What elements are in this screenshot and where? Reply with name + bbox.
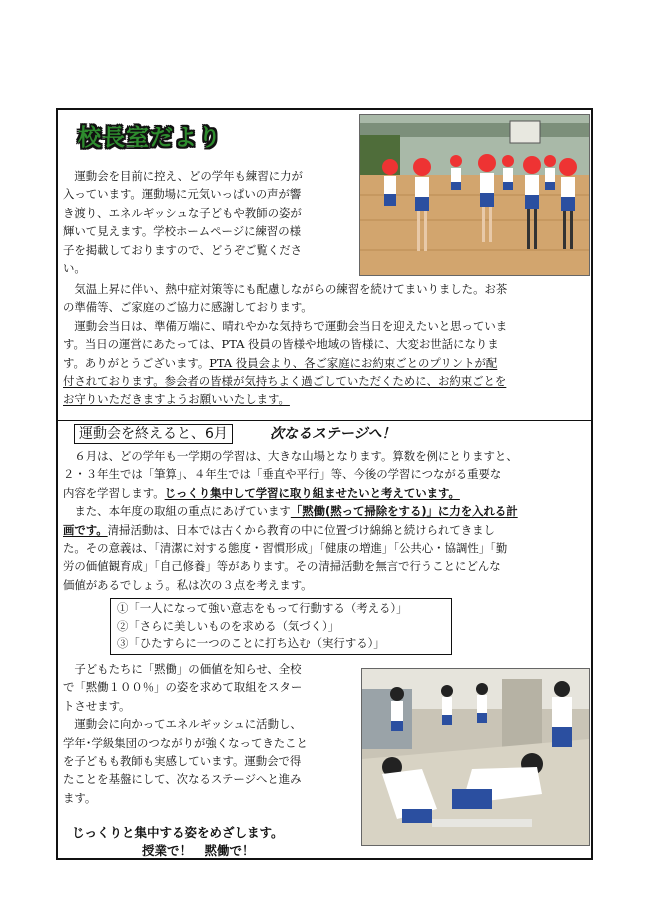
body-line: 運動会当日は、準備万端に、晴れやかな気持ちで運動会当日を迎えたいと思っていま xyxy=(63,318,508,333)
body-text: す。ありがとうございます。 xyxy=(63,355,210,370)
section-paragraph-1 xyxy=(63,447,587,594)
body-line xyxy=(63,354,587,372)
body-line: ます。 xyxy=(63,790,97,805)
section-divider xyxy=(58,420,591,421)
body-text: 内容を学習します。 xyxy=(63,485,165,500)
body-line: 労の価値観育成」「自己修養」等があります。その清掃活動を無言で行うことにどんな xyxy=(63,559,501,574)
closing-line-2: 授業で！ 黙働で！ xyxy=(142,843,255,858)
body-line: で「黙働１００％」の姿を求めて取組をスター xyxy=(63,680,303,695)
body-line: す。当日の運営にあたっては、PTA 役員の皆様や地域の皆様に、大変お世話になりま xyxy=(63,337,499,352)
section-boxed-heading: 運動会を終えると、6月 xyxy=(74,424,233,444)
point-item: ③「ひたすらに一つのことに打ち込む（実行する）」 xyxy=(117,636,385,650)
point-item: ②「さらに美しいものを求める（気づく）」 xyxy=(117,618,340,633)
closing-line-1: じっくりと集中する姿をめざします。 xyxy=(72,825,284,840)
body-line: た。その意義は、「清潔に対する態度・習慣形成」「健康の増進」「公共心・協調性」「勤 xyxy=(63,541,508,556)
body-line: の準備等、ご家庭のご協力に感謝しております。 xyxy=(63,300,313,315)
body-line: トさせます。 xyxy=(63,698,131,713)
three-points-box xyxy=(110,598,452,655)
newsletter-page xyxy=(56,108,593,860)
point-item: ①「一人になって強い意志をもって行動する（考える）」 xyxy=(117,601,408,615)
body-text: また、本年度の取組の重点にあげています xyxy=(63,504,291,519)
body-line xyxy=(63,502,587,520)
intro-line: い。 xyxy=(63,261,86,276)
body-line: を子どもも教師も実感しています。運動会で得 xyxy=(63,754,302,769)
underlined-text: PTA 役員会より、各ご家庭にお約束ごとのプリントが配 xyxy=(209,355,498,370)
body-line: 学年･学級集団のつながりが強くなってきたこと xyxy=(63,735,308,750)
floor-cleaning-illustration xyxy=(362,669,589,845)
body-line: 価値があるでしょう。私は次の３点を考えます。 xyxy=(63,577,313,592)
newsletter-title: 校長室だより xyxy=(78,124,222,151)
body-line xyxy=(63,521,587,539)
body-line: ６月は、どの学年も一学期の学習は、大きな山場となります。算数を例にとりますと、 xyxy=(63,449,518,463)
intro-line: 運動会を目前に控え、どの学年も練習に力が xyxy=(63,169,303,183)
intro-line: き渡り、エネルギッシュな子どもや教師の姿が xyxy=(63,205,302,220)
intro-line: 入っています。運動場に元気いっぱいの声が響 xyxy=(63,187,302,202)
section-paragraph-3 xyxy=(63,660,355,807)
intro-line: 輝いて見えます。学校ホームページに練習の様 xyxy=(63,224,302,239)
floor-cleaning-photo xyxy=(361,668,590,846)
gym-exercise-photo xyxy=(359,114,590,276)
body-line xyxy=(63,484,587,502)
body-paragraph-1 xyxy=(63,280,587,409)
body-text: 清掃活動は、日本では古くから教育の中に位置づけ綿綿と続けられてきまし xyxy=(107,522,495,537)
body-line: 気温上昇に伴い、熱中症対策等にも配慮しながらの練習を続けてまいりました。お茶 xyxy=(63,282,508,296)
body-line: 運動会に向かってエネルギッシュに活動し、 xyxy=(63,717,302,732)
body-line: 子どもたちに「黙働」の価値を知らせ、全校 xyxy=(63,662,302,676)
gym-exercise-illustration xyxy=(360,115,589,275)
body-line: ２・３年生では「筆算」、４年生では「垂直や平行」等、今後の学習につながる重要な xyxy=(63,467,502,482)
intro-line: 子を掲載しておりますので、どうぞご覧くださ xyxy=(63,242,302,257)
intro-paragraph xyxy=(63,167,355,277)
section-subheading: 次なるステージへ！ xyxy=(270,426,396,442)
body-line: たことを基盤にして、次なるステージへと進み xyxy=(63,772,302,787)
underlined-line: お守りいただきますようお願いいたします。 xyxy=(63,392,290,407)
emphasis-text: 画です。 xyxy=(63,522,108,537)
emphasis-text: じっくり集中して学習に取り組ませたいと考えています。 xyxy=(164,485,460,500)
underlined-line: 付されております。参会者の皆様が気持ちよく過ごしていただくために、お約束ごとを xyxy=(63,374,507,389)
emphasis-text: 「黙働(黙って掃除をする)」に力を入れる計 xyxy=(290,504,518,519)
